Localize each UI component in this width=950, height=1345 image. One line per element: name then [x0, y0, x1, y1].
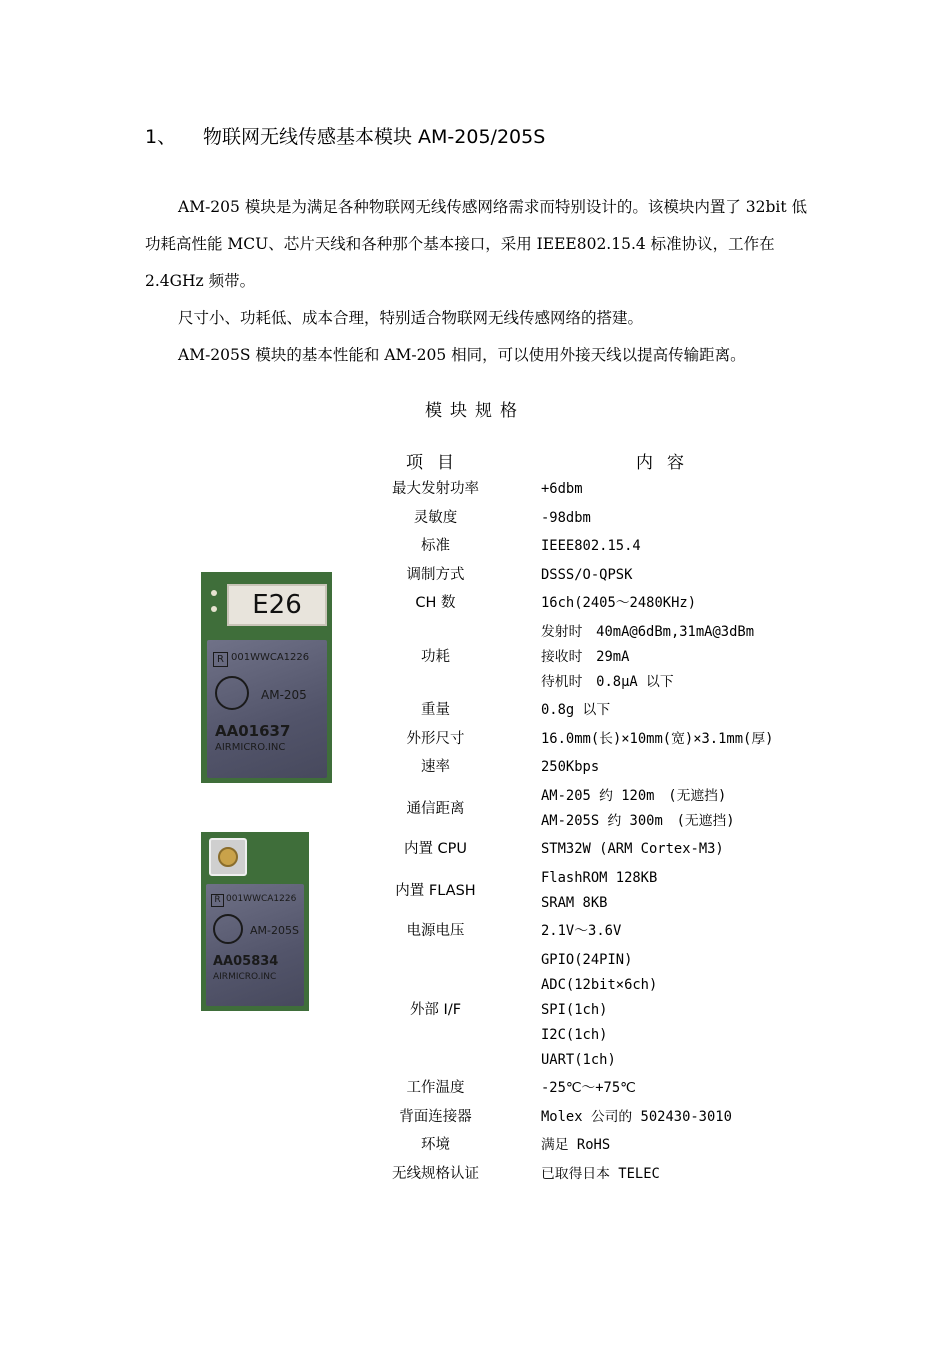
antenna-connector-icon	[209, 838, 247, 876]
spec-value	[541, 620, 754, 695]
spec-label: 工作温度	[406, 1080, 465, 1096]
section-title: 物联网无线传感基本模块 AM-205/205S	[203, 126, 546, 148]
spec-row	[0, 837, 950, 862]
spec-row	[0, 727, 950, 752]
spec-value-line: ADC(12bit×6ch)	[541, 976, 658, 993]
spec-label: 调制方式	[406, 566, 465, 583]
spec-label: 最大发射功率	[392, 481, 479, 497]
spec-row	[0, 1076, 950, 1101]
spec-label: 外部 I/F	[409, 1001, 462, 1018]
spec-value-line: 2.1V～3.6V	[541, 923, 622, 939]
spec-row	[0, 784, 950, 834]
spec-value-line: I2C(1ch)	[541, 1026, 608, 1043]
serial-label: AA01637	[215, 722, 291, 740]
spec-label: 无线规格认证	[392, 1165, 479, 1182]
spec-row	[0, 1162, 950, 1187]
maker-label: AIRMICRO.INC	[215, 742, 286, 753]
spec-value-line: -98dbm	[541, 509, 591, 526]
spec-value-line: SRAM 8KB	[541, 894, 608, 911]
cert-code: 001WWCA1226	[226, 894, 297, 904]
spec-row	[0, 506, 950, 531]
chip-antenna: E26	[227, 584, 327, 626]
spec-row	[0, 534, 950, 559]
spec-label: 灵敏度	[413, 509, 458, 526]
am-205s-module-photo	[201, 832, 309, 1011]
spec-value	[541, 727, 773, 752]
spec-row	[0, 948, 950, 1073]
spec-table-title: 模块规格	[425, 401, 525, 421]
shield-can	[207, 640, 327, 778]
spec-value	[541, 1133, 610, 1158]
maker-label: AIRMICRO.INC	[213, 972, 277, 982]
spec-value-line: 接收时 29mA	[541, 648, 630, 665]
section-number: 1、	[145, 126, 177, 148]
spec-value-line: IEEE802.15.4	[541, 538, 641, 554]
spec-value-line: 发射时 40mA@6dBm,31mA@3dBm	[541, 623, 755, 640]
spec-label: 环境	[421, 1137, 450, 1153]
model-label: AM-205	[261, 688, 307, 702]
solder-pad	[211, 590, 217, 596]
solder-pad	[211, 606, 217, 612]
spec-value-line: DSSS/O-QPSK	[541, 566, 633, 583]
spec-value-line: FlashROM 128KB	[541, 869, 658, 886]
feature-paragraph: 尺寸小、功耗低、成本合理，特别适合物联网无线传感网络的搭建。	[178, 309, 644, 327]
spec-value-line: 已取得日本 TELEC	[541, 1165, 660, 1182]
spec-value	[541, 563, 632, 588]
spec-value-line: Molex 公司的 502430-3010	[541, 1108, 732, 1125]
spec-value-line: 待机时 0.8μA 以下	[541, 673, 674, 690]
spec-label: 功耗	[421, 648, 450, 665]
spec-value	[541, 919, 621, 944]
spec-label: 电源电压	[406, 923, 465, 939]
spec-label: 标准	[421, 538, 450, 554]
giteki-seal-icon	[213, 914, 243, 944]
spec-row	[0, 919, 950, 944]
spec-value	[541, 698, 610, 723]
spec-row	[0, 755, 950, 780]
spec-value-line: 250Kbps	[541, 759, 600, 775]
shield-can	[206, 884, 304, 1006]
cert-code: 001WWCA1226	[231, 652, 310, 663]
column-header-content: 内容	[636, 453, 698, 473]
spec-value-line: AM-205 约 120m (无遮挡)	[541, 787, 727, 804]
registered-mark: R	[213, 652, 228, 667]
spec-label: 背面连接器	[399, 1108, 472, 1125]
spec-value	[541, 1162, 660, 1187]
spec-value-line: -25℃～+75℃	[541, 1080, 636, 1096]
spec-row	[0, 698, 950, 723]
spec-value	[541, 506, 591, 531]
intro-paragraph: AM-205 模块是为满足各种物联网无线传感网络需求而特别设计的。该模块内置了 32bit 低功耗高性能 MCU、芯片天线和各种那个基本接口，采用 IEEE802.15.4 标准协议，工作在 2.4GHz 频带。	[145, 198, 808, 290]
column-header-item: 项目	[406, 453, 468, 473]
spec-value-line: 16ch(2405～2480KHz)	[541, 595, 697, 611]
spec-value	[541, 784, 735, 834]
registered-mark: R	[211, 894, 224, 907]
spec-value	[541, 1076, 636, 1101]
spec-value-line: +6dbm	[541, 481, 583, 497]
spec-label: 外形尺寸	[406, 730, 465, 747]
spec-row	[0, 1133, 950, 1158]
spec-row	[0, 563, 950, 588]
spec-value-line: UART(1ch)	[541, 1051, 616, 1068]
spec-row	[0, 620, 950, 695]
giteki-seal-icon	[215, 676, 249, 710]
spec-label: 内置 FLASH	[395, 882, 476, 899]
spec-value-line: 0.8g 以下	[541, 702, 611, 718]
spec-label: 通信距离	[406, 800, 465, 817]
section-heading	[145, 122, 545, 149]
spec-value	[541, 534, 641, 559]
model-label: AM-205S	[250, 924, 299, 937]
spec-value	[541, 866, 657, 916]
spec-label: CH 数	[415, 595, 456, 611]
spec-row	[0, 591, 950, 616]
spec-value	[541, 948, 657, 1073]
spec-label: 内置 CPU	[403, 841, 468, 857]
spec-value-line: GPIO(24PIN)	[541, 951, 633, 968]
am-205-module-photo	[201, 572, 332, 783]
spec-value-line: STM32W (ARM Cortex-M3)	[541, 841, 724, 857]
variant-paragraph: AM-205S 模块的基本性能和 AM-205 相同，可以使用外接天线以提高传输距离。	[178, 346, 746, 364]
spec-row	[0, 477, 950, 502]
serial-label: AA05834	[213, 954, 279, 969]
spec-row	[0, 866, 950, 916]
spec-value-line: SPI(1ch)	[541, 1001, 608, 1018]
spec-value	[541, 837, 724, 862]
spec-label: 速率	[421, 759, 450, 775]
spec-value-line: AM-205S 约 300m (无遮挡)	[541, 812, 735, 829]
spec-value	[541, 477, 583, 502]
spec-value-line: 16.0mm(长)×10mm(宽)×3.1mm(厚)	[541, 730, 774, 747]
spec-value	[541, 1105, 732, 1130]
spec-value-line: 满足 RoHS	[541, 1137, 611, 1153]
spec-value	[541, 591, 696, 616]
spec-value	[541, 755, 599, 780]
spec-row	[0, 1105, 950, 1130]
spec-label: 重量	[421, 702, 450, 718]
